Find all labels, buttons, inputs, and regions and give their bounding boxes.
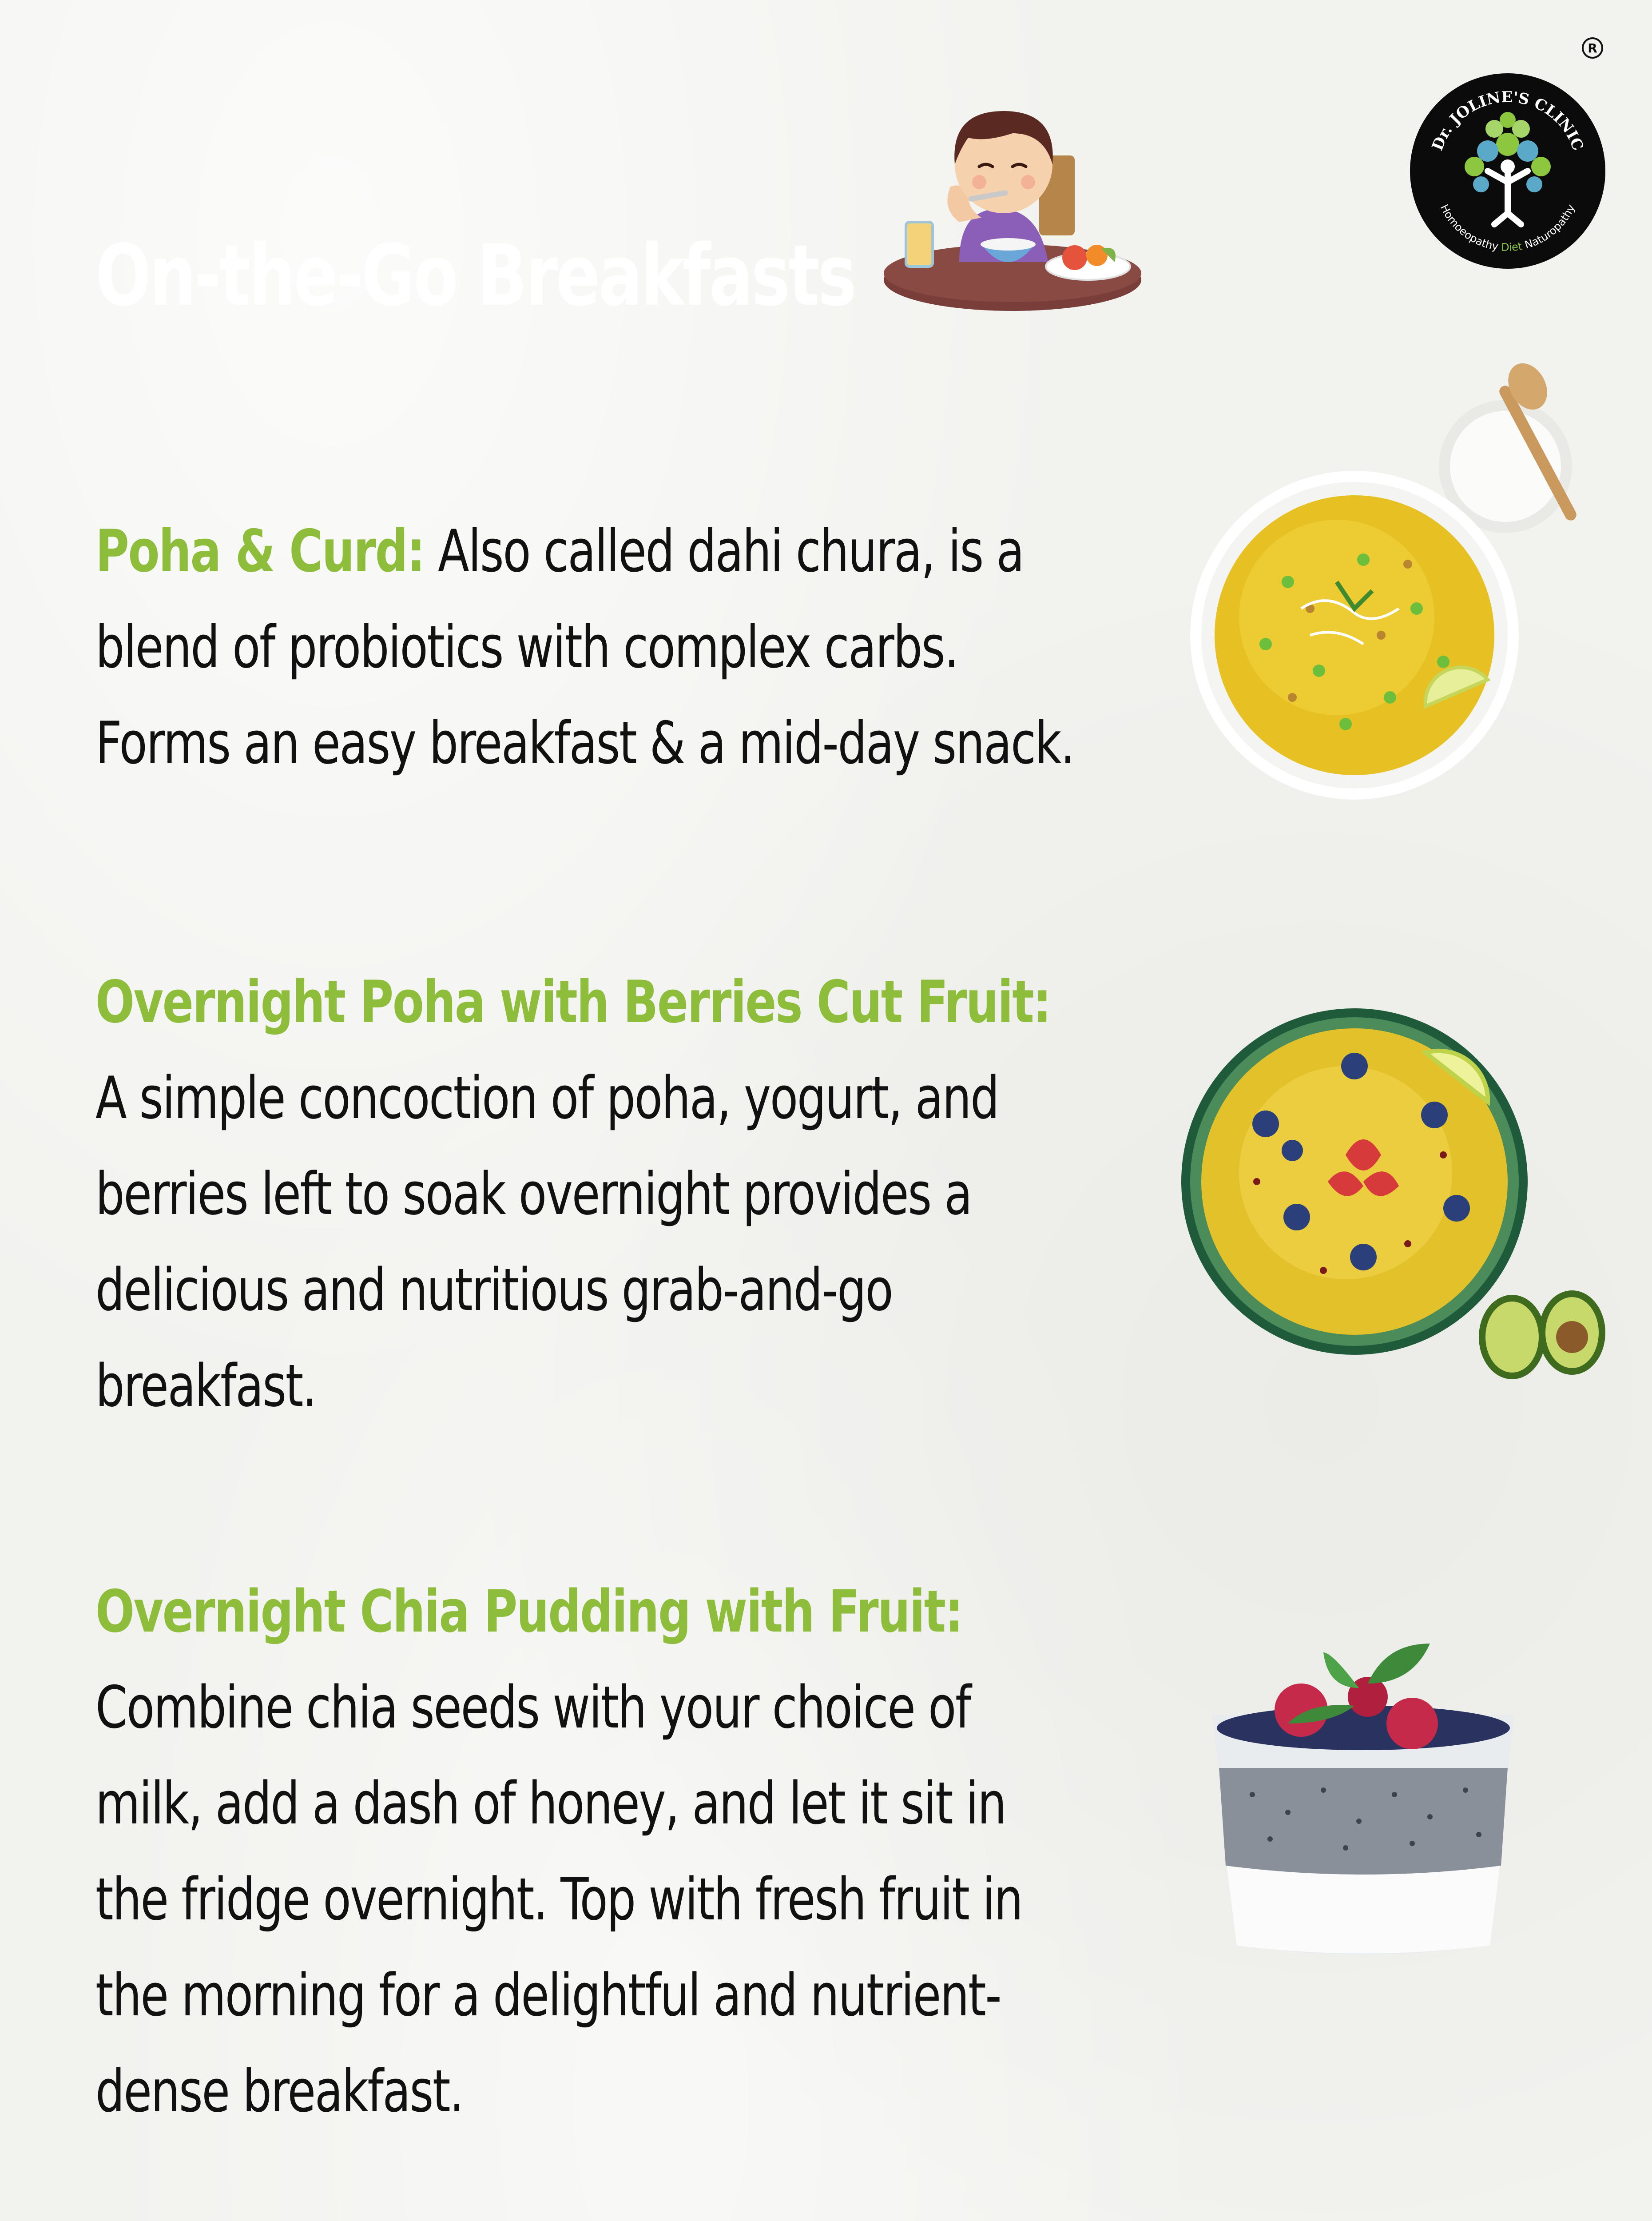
logo-bottom-text-1: Homoeopathy xyxy=(1438,202,1500,253)
item-line: the morning for a delightful and nutrient- xyxy=(95,1961,1001,2029)
logo-top-text: Dr. JOLINE'S CLINIC xyxy=(1428,88,1587,153)
svg-text:R: R xyxy=(1588,41,1597,56)
page-title: On-the-Go Breakfasts xyxy=(95,227,855,325)
poha-with-berries-bowl-image xyxy=(1177,995,1612,1386)
logo-bottom-text-2: Diet xyxy=(1501,239,1523,254)
item-line: Forms an easy breakfast & a mid-day snack. xyxy=(95,709,1074,777)
item-overnight-chia-pudding xyxy=(95,1564,1206,2139)
item-body-inline: Also called dahi chura, is a xyxy=(424,517,1024,585)
item-line: delicious and nutritious grab-and-go xyxy=(95,1256,893,1324)
item-heading: Overnight Chia Pudding with Fruit: xyxy=(95,1577,962,1645)
item-line: the fridge overnight. Top with fresh fruit in xyxy=(95,1865,1022,1933)
item-heading: Overnight Poha with Berries Cut Fruit: xyxy=(95,968,1051,1036)
child-eating-breakfast-illustration xyxy=(879,76,1155,324)
item-line: blend of probiotics with complex carbs. xyxy=(95,613,958,681)
logo-bottom-text-3: Naturopathy xyxy=(1523,202,1578,251)
item-line: berries left to soak overnight provides a xyxy=(95,1160,972,1228)
item-line: breakfast. xyxy=(95,1352,316,1420)
poha-bowl-with-curd-image xyxy=(1177,360,1612,831)
item-line: milk, add a dash of honey, and let it sit in xyxy=(95,1769,1006,1837)
item-line: dense breakfast. xyxy=(95,2057,463,2125)
clinic-logo xyxy=(1408,71,1608,271)
item-heading: Poha & Curd: xyxy=(95,517,425,585)
chia-pudding-glass-image xyxy=(1199,1635,1528,1963)
item-overnight-poha-berries xyxy=(95,954,1206,1434)
registered-mark-icon xyxy=(1581,36,1604,60)
item-poha-curd xyxy=(95,503,1206,791)
item-line: Combine chia seeds with your choice of xyxy=(95,1673,971,1741)
item-line: A simple concoction of poha, yogurt, and xyxy=(95,1064,999,1132)
